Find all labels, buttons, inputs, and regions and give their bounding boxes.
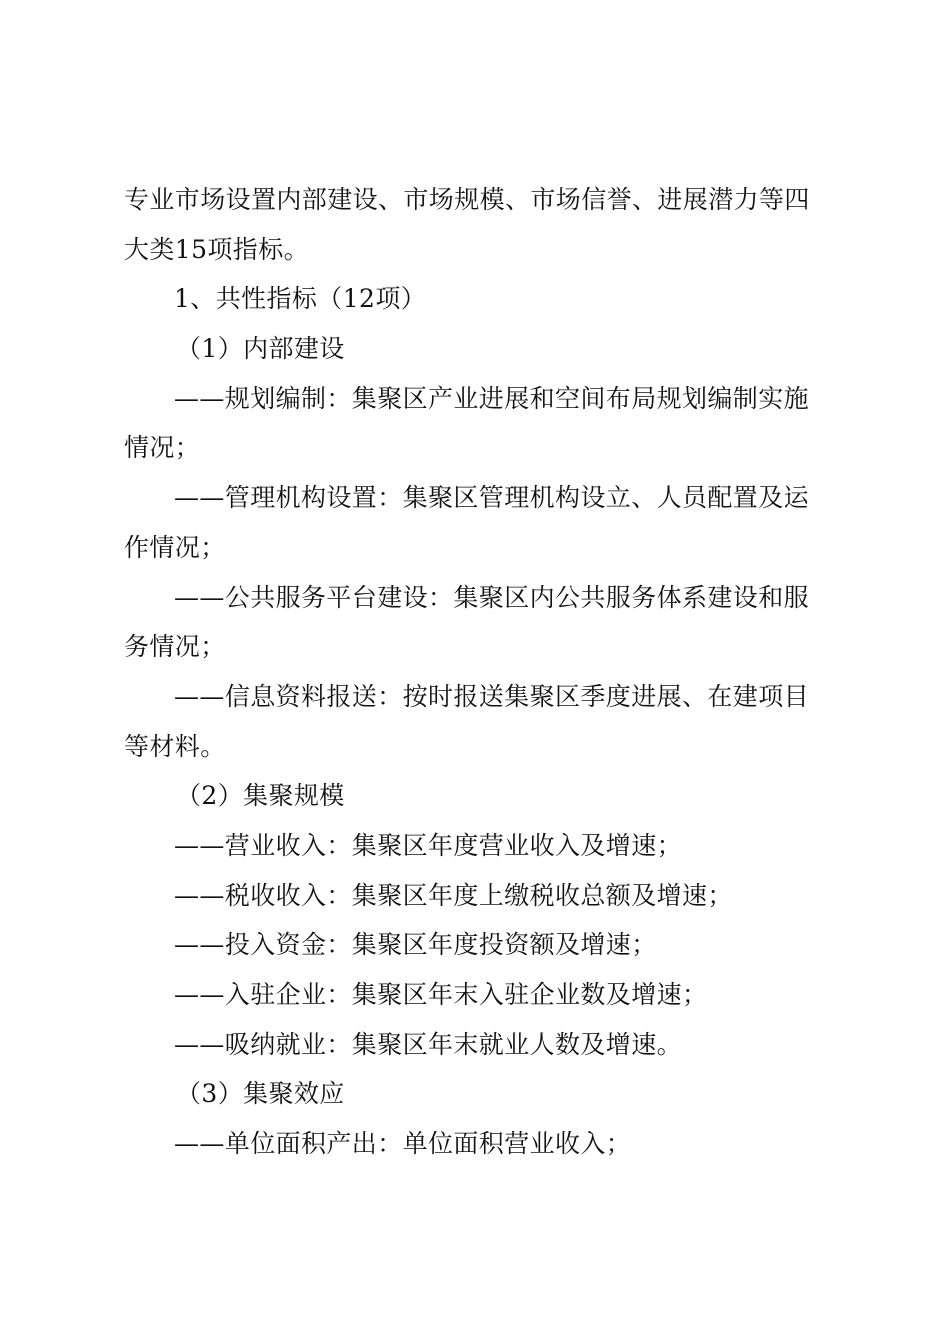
indicator-item: ——公共服务平台建设：集聚区内公共服务体系建设和服 [174, 582, 810, 612]
indicator-item: ——规划编制：集聚区产业进展和空间布局规划编制实施 [174, 383, 810, 413]
indicator-item-continuation: 情况； [124, 433, 201, 463]
indicator-item: ——管理机构设置：集聚区管理机构设立、人员配置及运 [174, 483, 810, 513]
indicator-item-continuation: 务情况； [124, 632, 226, 662]
document-page [124, 175, 828, 1169]
subsection-heading: （2）集聚规模 [176, 781, 345, 811]
indicator-item: ——营业收入：集聚区年度营业收入及增速； [174, 830, 683, 860]
section-heading: 1、共性指标（12项） [174, 284, 427, 314]
subsection-heading: （3）集聚效应 [176, 1079, 345, 1109]
indicator-item: ——税收收入：集聚区年度上缴税收总额及增速； [174, 880, 733, 910]
indicator-item: ——吸纳就业：集聚区年末就业人数及增速。 [174, 1029, 683, 1059]
indicator-item: ——单位面积产出：单位面积营业收入； [174, 1129, 632, 1159]
body-text-line: 大类15项指标。 [124, 234, 310, 264]
body-text-line: 专业市场设置内部建设、市场规模、市场信誉、进展潜力等四 [124, 185, 810, 214]
subsection-heading: （1）内部建设 [176, 334, 345, 364]
indicator-item: ——投入资金：集聚区年度投资额及增速； [174, 930, 657, 960]
indicator-item-continuation: 作情况； [124, 532, 226, 562]
indicator-item: ——信息资料报送：按时报送集聚区季度进展、在建项目 [174, 681, 810, 711]
indicator-item: ——入驻企业：集聚区年末入驻企业数及增速； [174, 980, 708, 1009]
indicator-item-continuation: 等材料。 [124, 731, 226, 761]
